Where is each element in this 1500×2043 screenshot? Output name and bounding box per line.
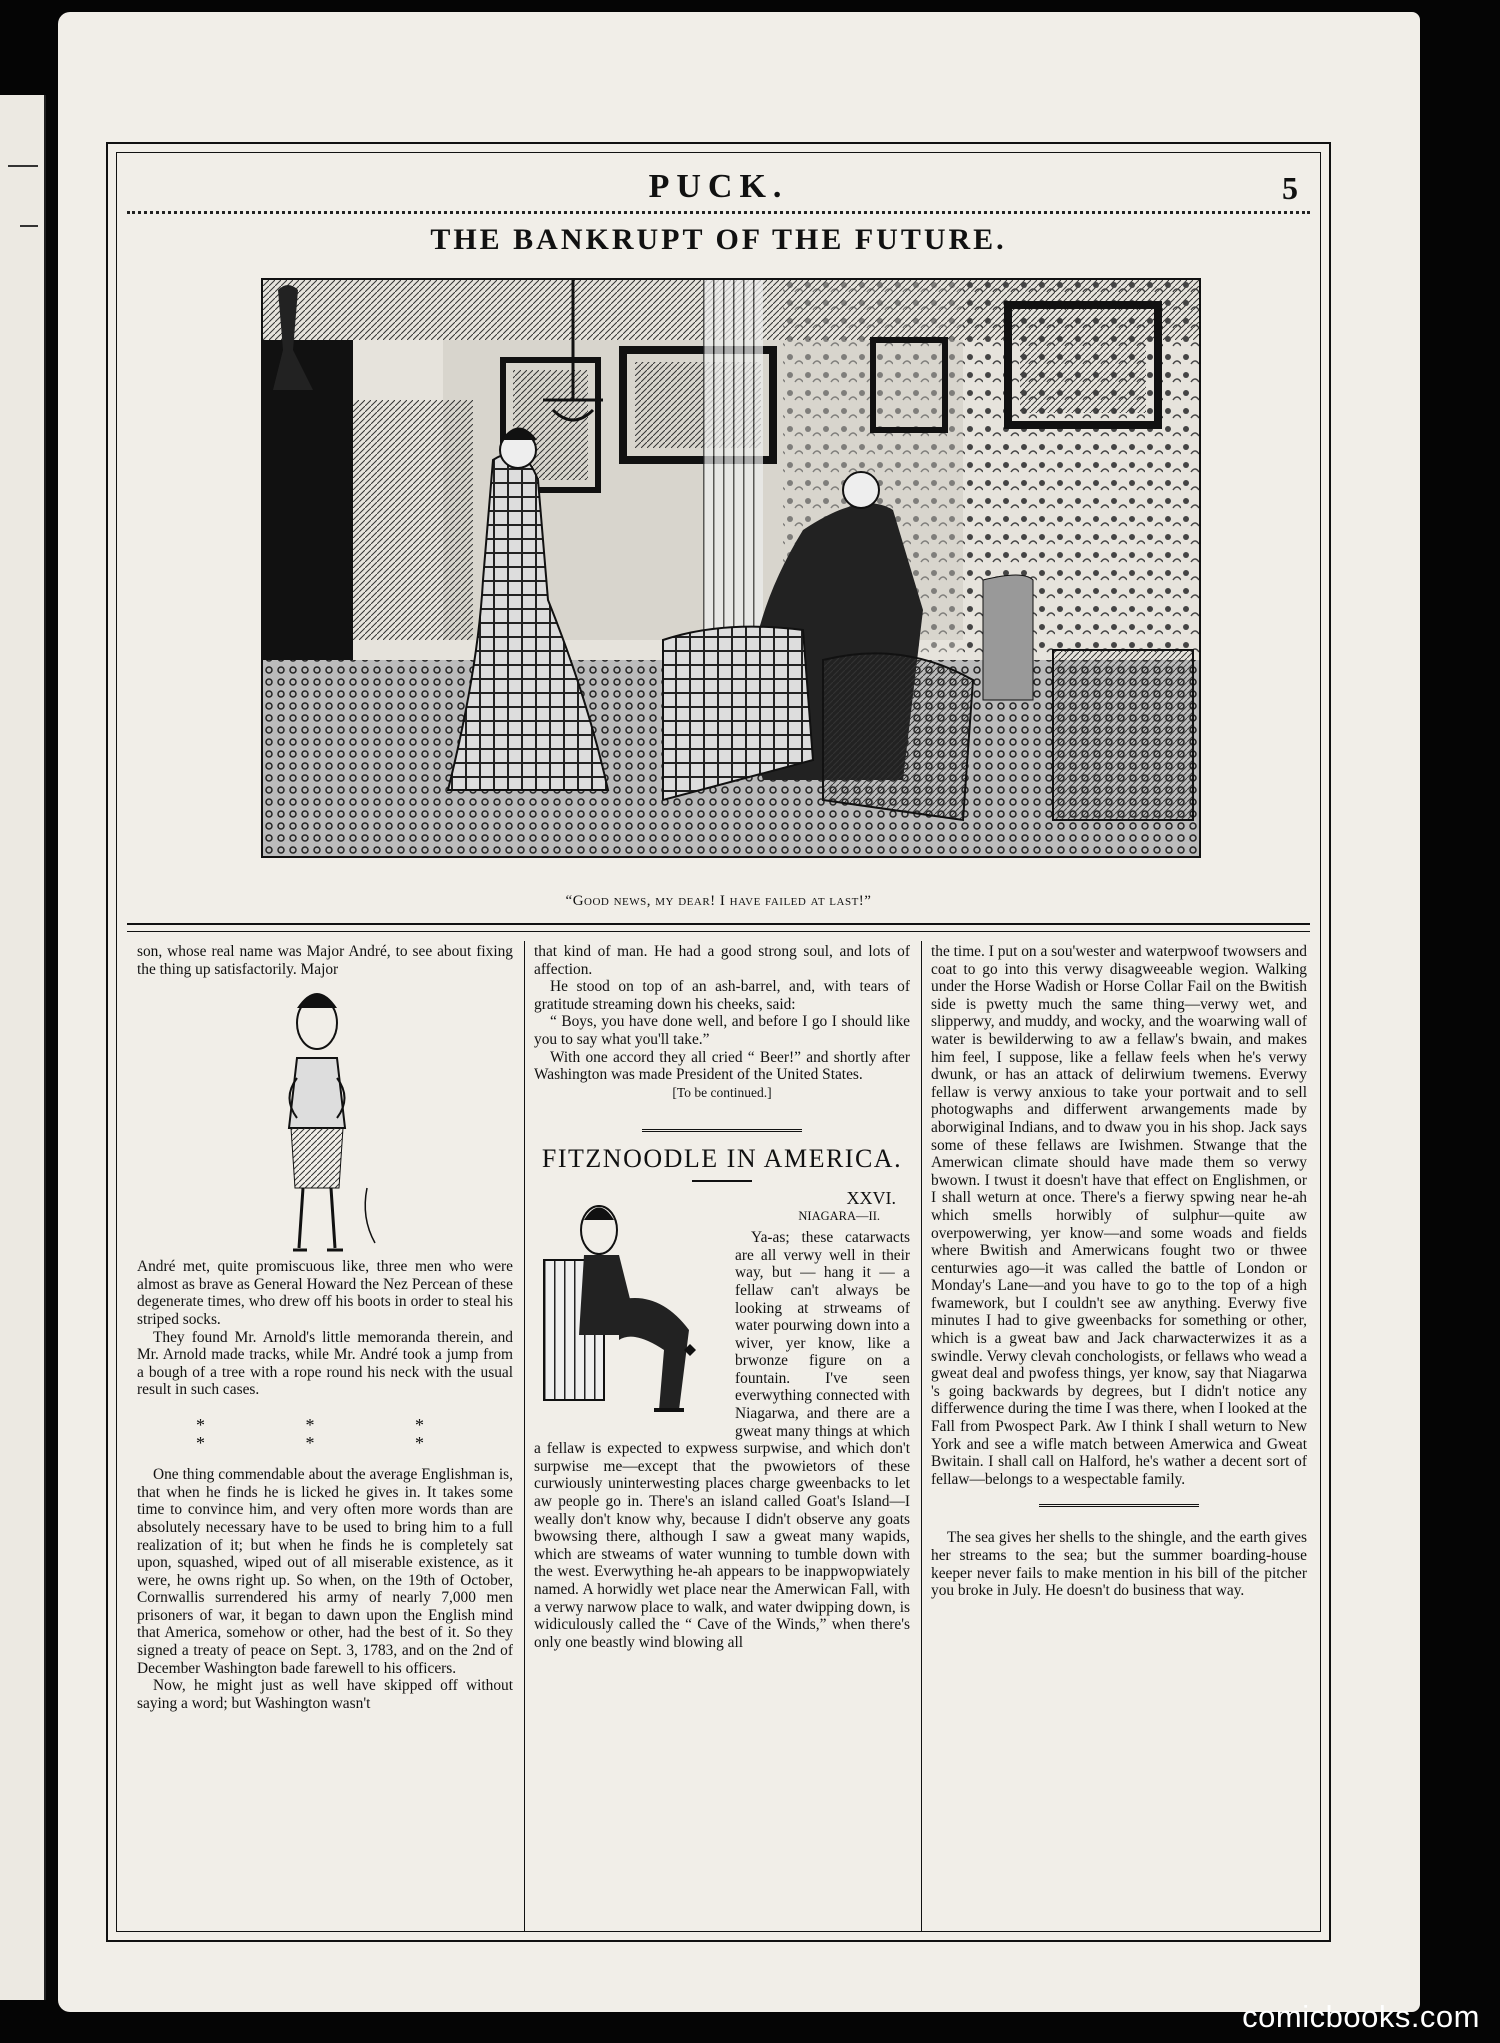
caption-text: “Good news, my dear! I have failed at last!” xyxy=(565,893,872,909)
magazine-title: PUCK. xyxy=(648,168,789,205)
fitznoodle-section xyxy=(534,1187,910,1651)
paragraph: that kind of man. He had a good strong soul, and lots of affection. xyxy=(534,943,910,978)
page-border xyxy=(106,142,1331,1942)
divider-rule xyxy=(692,1180,752,1182)
column-divider xyxy=(921,941,922,1931)
text-column-2 xyxy=(534,943,910,1651)
masthead xyxy=(117,168,1320,210)
parlor-scene-engraving xyxy=(263,280,1199,856)
chapter-subtitle: NIAGARA—II. xyxy=(798,1208,880,1223)
paragraph: They found Mr. Arnold's little memoranda therein, and Mr. Arnold made tracks, while Mr. André took a jump from a bough of a tree with a rope round his neck with the usual result in such cases. xyxy=(137,1328,513,1399)
chapter-number: XXVI. xyxy=(846,1187,896,1208)
adjacent-page-edge xyxy=(0,95,46,2000)
page-inner-border xyxy=(116,152,1321,1932)
cartoon-caption xyxy=(117,893,1320,910)
paragraph: The sea gives her shells to the shingle, and the earth gives her streams to the sea; but the summer boarding-house keeper never fails to make mention in his bill of the pitcher you broke in July. He doesn't do business that way. xyxy=(931,1529,1307,1600)
andre-figure-illustration xyxy=(137,978,513,1258)
fitznoodle-illustration xyxy=(534,1190,729,1425)
paragraph: André met, quite promiscuous like, three men who were almost as brave as General Howard the Nez Percean of these degenerate times, who drew off his boots in order to steal his striped socks. xyxy=(137,1258,513,1328)
section-divider xyxy=(127,923,1310,932)
paragraph: the time. I put on a sou'wester and waterpwoof twowsers and coat to go into this verwy disagweeable wegion. Walking under the Horse Wadish or Horse Collar Fail on the Bwitish side is pwetty much the same thing—verwy wet, and slipperwy, and muddy, and wocky, and the woarwing wall of water is bewilderwing to aw a fellaw's bwain, and makes him feel, I suppose, like a fellaw feels when he's verwy dwunk, or has an attack of delirwium twemens. Everwy fellaw is verwy anxious to take your portwait and to sell photogwaphs and differwent arwangements made by aborwiginal Indians, and to dwaw you in his shop. Jack says some of these fellaws are Iwishmen. Stwange that the Amerwican climate should have made them so verwy bwown. I twust it doesn't have that effect on Englishmen, or I shall weturn at once. There's a fierwy spwing near he-ah which smells horwibly of sulphur—quite aw overpowerwing, yer know—and some woads and fields where Bwitish and Amerwicans fought two or thwee centurwies ago—it was called the battle of London or Monday's Lane—and you have to go to the top of a high fwamework, but I couldn't see aw anything. Everwy five minutes I had to give gweenbacks for something or other, which is a gweat baw and Jack charwacterwizes it as a swindle. Verwy clevah conchologists, or fellaws who wead a gweat deal and pwofess things, yer know, say that Niagarwa 's going backwards by degrees, but I didn't notice any differwence during the time I was there, when I looked at the Fall from Pwospect Park. Aw I think I shall weturn to New York and see a wifle match between Amerwica and Gweat Bwitain. I shall call on Halford, he's wather a decent sort of fellaw—belongs to a wespectable family. xyxy=(931,943,1307,1488)
watermark: comicbooks.com xyxy=(1242,1999,1480,2034)
paragraph: With one accord they all cried “ Beer!” and shortly after Washington was made President of the United States. xyxy=(534,1048,910,1084)
text-column-3 xyxy=(931,943,1307,1600)
paragraph: Now, he might just as well have skipped off without saying a word; but Washington wasn't xyxy=(137,1677,513,1712)
paragraph: One thing commendable about the average Englishman is, that when he finds he is licked he gives in. It takes some time to convince him, and very often more words than are absolutely necessary have to be used to bring him to a full realization of it; but when he finds he is completely sat upon, squashed, wiped out of all miserable existence, as it were, he owns right up. So when, on the 19th of October, Cornwallis surrendered his army of nearly 7,000 men prisoners of war, it began to dawn upon the English mind that America, somehow or other, had the best of it. So they signed a treaty of peace on Sept. 3, 1783, and on the 2nd of December Washington bade farewell to his officers. xyxy=(137,1466,513,1677)
seated-gentleman-sketch xyxy=(534,1190,729,1425)
paragraph: Ya-as; these catarwacts are all verwy well in their way, but — hang it — a fellaw can't always be looking at strweams of water pourwing down into a wiver, yer know, like a brwonze figure on a fountain. I've seen everwything connected with Niagarwa, and there are a gweat many things at which a fellaw is expected to expwess surpwise, and which don't surpwise me—except that the pwowietors of these curwiously uninterwesting places charge gweenbacks to let aw people go in. There's an island called Goat's Island—I weally don't know why, because I didn't observe any goats bwowsing there, although I saw a gweat many wapids, which are stweams of water wunning to tumble down with the west. Everwything he-ah appears to be inappwopwiately named. A horwidly wet place near the Amerwican Fall, with a verwy narwow place to walk, and water dwipping down, is widiculously called the “ Cave of the Winds,” when there's only one beastly wind blowing all xyxy=(534,1229,910,1651)
column-divider xyxy=(524,941,525,1931)
text-column-1 xyxy=(137,943,513,1712)
magazine-page xyxy=(58,12,1420,2012)
divider-rule xyxy=(1039,1504,1199,1507)
continued-note: [To be continued.] xyxy=(672,1084,772,1100)
masthead-rule xyxy=(127,211,1310,214)
divider-rule xyxy=(642,1129,802,1132)
paragraph: “ Boys, you have done well, and before I go I should like you to say what you'll take.” xyxy=(534,1013,910,1048)
adjacent-page-rule xyxy=(20,225,38,227)
section-break-stars: * * * * * * xyxy=(196,1414,472,1453)
paragraph: son, whose real name was Major André, to see about fixing the thing up satisfactorily. Major xyxy=(137,943,513,978)
cartoon-illustration xyxy=(261,278,1201,858)
fitznoodle-headline: FITZNOODLE IN AMERICA. xyxy=(541,1144,903,1174)
paragraph: He stood on top of an ash-barrel, and, with tears of gratitude streaming down his cheeks, said: xyxy=(534,978,910,1013)
cartoon-headline: THE BANKRUPT OF THE FUTURE. xyxy=(430,223,1007,256)
standing-man-sketch xyxy=(137,978,513,1258)
page-number: 5 xyxy=(1282,170,1298,206)
adjacent-page-rule xyxy=(8,165,38,167)
